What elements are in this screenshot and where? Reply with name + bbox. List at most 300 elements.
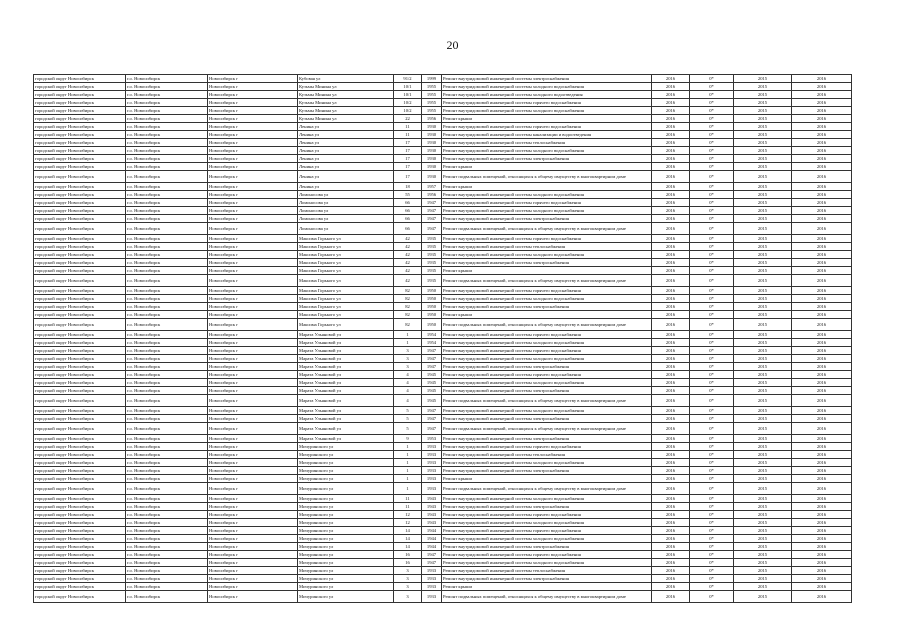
end-year-cell: 2016 — [792, 435, 852, 443]
district-cell: г.о. Новосибирск — [126, 567, 208, 575]
start-year-cell: 2015 — [734, 435, 792, 443]
work-type-cell: Ремонт внутридомовой инженерной системы холодного водоснабжения — [442, 559, 652, 567]
city-cell: Новосибирск г — [208, 407, 298, 415]
start-year-cell: 2015 — [734, 495, 792, 503]
cost-cell: 0* — [690, 331, 734, 339]
cost-cell: 0* — [690, 259, 734, 267]
table-row — [34, 155, 852, 163]
plan-year-cell: 2016 — [652, 567, 690, 575]
work-type-cell: Ремонт внутридомовой инженерной системы горячего водоснабжения — [442, 199, 652, 207]
end-year-cell: 2016 — [792, 319, 852, 331]
end-year-cell: 2016 — [792, 583, 852, 591]
table-row — [34, 331, 852, 339]
city-cell: Новосибирск г — [208, 519, 298, 527]
municipality-cell: городской округ Новосибирск — [34, 139, 126, 147]
city-cell: Новосибирск г — [208, 91, 298, 99]
city-cell: Новосибирск г — [208, 99, 298, 107]
cost-cell: 0* — [690, 251, 734, 259]
work-type-cell: Ремонт внутридомовой инженерной системы горячего водоснабжения — [442, 331, 652, 339]
district-cell: г.о. Новосибирск — [126, 311, 208, 319]
plan-year-cell: 2016 — [652, 131, 690, 139]
start-year-cell: 2015 — [734, 91, 792, 99]
district-cell: г.о. Новосибирск — [126, 543, 208, 551]
municipality-cell: городской округ Новосибирск — [34, 483, 126, 495]
cost-cell: 0* — [690, 387, 734, 395]
work-type-cell: Ремонт подвальных помещений, относящихся к общему имуществу в многоквартирном доме — [442, 275, 652, 287]
district-cell: г.о. Новосибирск — [126, 83, 208, 91]
house-cell: 12 — [394, 519, 422, 527]
start-year-cell: 2015 — [734, 207, 792, 215]
city-cell: Новосибирск г — [208, 395, 298, 407]
start-year-cell: 2015 — [734, 243, 792, 251]
work-type-cell: Ремонт подвальных помещений, относящихся к общему имуществу в многоквартирном доме — [442, 395, 652, 407]
work-type-cell: Ремонт внутридомовой инженерной системы электроснабжения — [442, 543, 652, 551]
street-cell: Ломоносова ул — [298, 223, 394, 235]
city-cell: Новосибирск г — [208, 207, 298, 215]
cost-cell: 0* — [690, 183, 734, 191]
plan-year-cell: 2016 — [652, 503, 690, 511]
table-row — [34, 355, 852, 363]
cost-cell: 0* — [690, 75, 734, 83]
cost-cell: 0* — [690, 559, 734, 567]
cost-cell: 0* — [690, 543, 734, 551]
end-year-cell: 2016 — [792, 443, 852, 451]
end-year-cell: 2016 — [792, 423, 852, 435]
year-built-cell: 1950 — [422, 311, 442, 319]
street-cell: Кузьмы Минина ул — [298, 99, 394, 107]
municipality-cell: городской округ Новосибирск — [34, 259, 126, 267]
end-year-cell: 2016 — [792, 567, 852, 575]
table-row — [34, 215, 852, 223]
district-cell: г.о. Новосибирск — [126, 527, 208, 535]
city-cell: Новосибирск г — [208, 319, 298, 331]
year-built-cell: 1930 — [422, 171, 442, 183]
street-cell: Марата Ульяновой ул — [298, 407, 394, 415]
end-year-cell: 2016 — [792, 355, 852, 363]
district-cell: г.о. Новосибирск — [126, 147, 208, 155]
house-cell: 66 — [394, 215, 422, 223]
street-cell: Мичуринского ул — [298, 459, 394, 467]
table-row — [34, 235, 852, 243]
plan-year-cell: 2016 — [652, 363, 690, 371]
end-year-cell: 2016 — [792, 295, 852, 303]
year-built-cell: 1950 — [422, 287, 442, 295]
start-year-cell: 2015 — [734, 591, 792, 603]
municipality-cell: городской округ Новосибирск — [34, 459, 126, 467]
start-year-cell: 2015 — [734, 171, 792, 183]
table-row — [34, 123, 852, 131]
street-cell: Мичуринского ул — [298, 503, 394, 511]
table-row — [34, 495, 852, 503]
cost-cell: 0* — [690, 467, 734, 475]
cost-cell: 0* — [690, 287, 734, 295]
district-cell: г.о. Новосибирск — [126, 591, 208, 603]
municipality-cell: городской округ Новосибирск — [34, 363, 126, 371]
plan-year-cell: 2016 — [652, 339, 690, 347]
street-cell: Мичуринского ул — [298, 567, 394, 575]
street-cell: Ленина ул — [298, 147, 394, 155]
house-cell: 3 — [394, 347, 422, 355]
year-built-cell: 1930 — [422, 123, 442, 131]
city-cell: Новосибирск г — [208, 339, 298, 347]
plan-year-cell: 2016 — [652, 139, 690, 147]
table-row — [34, 259, 852, 267]
municipality-cell: городской округ Новосибирск — [34, 171, 126, 183]
end-year-cell: 2016 — [792, 207, 852, 215]
year-built-cell: 1935 — [422, 267, 442, 275]
house-cell: 16 — [394, 551, 422, 559]
table-row — [34, 183, 852, 191]
work-type-cell: Ремонт внутридомовой инженерной системы горячего водоснабжения — [442, 551, 652, 559]
house-cell: 3 — [394, 355, 422, 363]
end-year-cell: 2016 — [792, 415, 852, 423]
plan-year-cell: 2016 — [652, 443, 690, 451]
year-built-cell: 1944 — [422, 527, 442, 535]
house-cell: 4 — [394, 371, 422, 379]
end-year-cell: 2016 — [792, 543, 852, 551]
municipality-cell: городской округ Новосибирск — [34, 495, 126, 503]
municipality-cell: городской округ Новосибирск — [34, 207, 126, 215]
district-cell: г.о. Новосибирск — [126, 435, 208, 443]
street-cell: Мичуринского ул — [298, 443, 394, 451]
district-cell: г.о. Новосибирск — [126, 155, 208, 163]
plan-year-cell: 2016 — [652, 543, 690, 551]
municipality-cell: городской округ Новосибирск — [34, 551, 126, 559]
start-year-cell: 2015 — [734, 259, 792, 267]
cost-cell: 0* — [690, 147, 734, 155]
start-year-cell: 2015 — [734, 163, 792, 171]
year-built-cell: 1954 — [422, 339, 442, 347]
year-built-cell: 1950 — [422, 319, 442, 331]
cost-cell: 0* — [690, 371, 734, 379]
house-cell: 42 — [394, 275, 422, 287]
work-type-cell: Ремонт внутридомовой инженерной системы электроснабжения — [442, 503, 652, 511]
work-type-cell: Ремонт внутридомовой инженерной системы горячего водоснабжения — [442, 527, 652, 535]
start-year-cell: 2015 — [734, 183, 792, 191]
end-year-cell: 2016 — [792, 451, 852, 459]
city-cell: Новосибирск г — [208, 355, 298, 363]
plan-year-cell: 2016 — [652, 371, 690, 379]
street-cell: Мичуринского ул — [298, 511, 394, 519]
plan-year-cell: 2016 — [652, 91, 690, 99]
start-year-cell: 2015 — [734, 303, 792, 311]
municipality-cell: городской округ Новосибирск — [34, 123, 126, 131]
table-row — [34, 459, 852, 467]
table-row — [34, 503, 852, 511]
work-type-cell: Ремонт внутридомовой инженерной системы горячего водоснабжения — [442, 443, 652, 451]
municipality-cell: городской округ Новосибирск — [34, 423, 126, 435]
year-built-cell: 1945 — [422, 395, 442, 407]
district-cell: г.о. Новосибирск — [126, 535, 208, 543]
plan-year-cell: 2016 — [652, 379, 690, 387]
year-built-cell: 1945 — [422, 379, 442, 387]
municipality-cell: городской округ Новосибирск — [34, 163, 126, 171]
district-cell: г.о. Новосибирск — [126, 275, 208, 287]
work-type-cell: Ремонт внутридомовой инженерной системы электроснабжения — [442, 155, 652, 163]
municipality-cell: городской округ Новосибирск — [34, 147, 126, 155]
table-row — [34, 551, 852, 559]
cost-cell: 0* — [690, 551, 734, 559]
end-year-cell: 2016 — [792, 395, 852, 407]
house-cell: 1 — [394, 331, 422, 339]
street-cell: Ленина ул — [298, 139, 394, 147]
city-cell: Новосибирск г — [208, 503, 298, 511]
municipality-cell: городской округ Новосибирск — [34, 527, 126, 535]
start-year-cell: 2015 — [734, 423, 792, 435]
year-built-cell: 1955 — [422, 91, 442, 99]
municipality-cell: городской округ Новосибирск — [34, 91, 126, 99]
start-year-cell: 2015 — [734, 131, 792, 139]
work-type-cell: Ремонт крыши — [442, 115, 652, 123]
table-row — [34, 387, 852, 395]
house-cell: 12 — [394, 511, 422, 519]
table-row — [34, 83, 852, 91]
plan-year-cell: 2016 — [652, 243, 690, 251]
municipality-cell: городской округ Новосибирск — [34, 251, 126, 259]
district-cell: г.о. Новосибирск — [126, 99, 208, 107]
house-cell: 14 — [394, 527, 422, 535]
start-year-cell: 2015 — [734, 191, 792, 199]
table-row — [34, 131, 852, 139]
district-cell: г.о. Новосибирск — [126, 235, 208, 243]
house-cell: 3 — [394, 583, 422, 591]
house-cell: 18 — [394, 183, 422, 191]
house-cell: 82 — [394, 287, 422, 295]
municipality-cell: городской округ Новосибирск — [34, 131, 126, 139]
street-cell: Мичуринского ул — [298, 543, 394, 551]
city-cell: Новосибирск г — [208, 275, 298, 287]
work-type-cell: Ремонт внутридомовой инженерной системы теплоснабжения — [442, 451, 652, 459]
plan-year-cell: 2016 — [652, 83, 690, 91]
end-year-cell: 2016 — [792, 267, 852, 275]
cost-cell: 0* — [690, 503, 734, 511]
house-cell: 14 — [394, 535, 422, 543]
cost-cell: 0* — [690, 267, 734, 275]
work-type-cell: Ремонт внутридомовой инженерной системы холодного водоснабжения — [442, 191, 652, 199]
work-type-cell: Ремонт внутридомовой инженерной системы теплоснабжения — [442, 139, 652, 147]
house-cell: 14 — [394, 543, 422, 551]
table-row — [34, 559, 852, 567]
street-cell: Ленина ул — [298, 123, 394, 131]
district-cell: г.о. Новосибирск — [126, 451, 208, 459]
district-cell: г.о. Новосибирск — [126, 123, 208, 131]
city-cell: Новосибирск г — [208, 459, 298, 467]
street-cell: Ленина ул — [298, 131, 394, 139]
start-year-cell: 2015 — [734, 511, 792, 519]
cost-cell: 0* — [690, 199, 734, 207]
city-cell: Новосибирск г — [208, 495, 298, 503]
start-year-cell: 2015 — [734, 319, 792, 331]
municipality-cell: городской округ Новосибирск — [34, 331, 126, 339]
municipality-cell: городской округ Новосибирск — [34, 559, 126, 567]
street-cell: Мичуринского ул — [298, 519, 394, 527]
district-cell: г.о. Новосибирск — [126, 139, 208, 147]
year-built-cell: 1930 — [422, 163, 442, 171]
repair-schedule-table — [33, 74, 852, 603]
year-built-cell: 1943 — [422, 503, 442, 511]
street-cell: Марата Ульяновой ул — [298, 339, 394, 347]
end-year-cell: 2016 — [792, 235, 852, 243]
year-built-cell: 1954 — [422, 331, 442, 339]
district-cell: г.о. Новосибирск — [126, 551, 208, 559]
table-row — [34, 519, 852, 527]
work-type-cell: Ремонт внутридомовой инженерной системы холодного водоснабжения — [442, 379, 652, 387]
municipality-cell: городской округ Новосибирск — [34, 387, 126, 395]
municipality-cell: городской округ Новосибирск — [34, 395, 126, 407]
plan-year-cell: 2016 — [652, 467, 690, 475]
work-type-cell: Ремонт подвальных помещений, относящихся к общему имуществу в многоквартирном доме — [442, 319, 652, 331]
plan-year-cell: 2016 — [652, 355, 690, 363]
work-type-cell: Ремонт внутридомовой инженерной системы горячего водоснабжения — [442, 123, 652, 131]
year-built-cell: 1999 — [422, 75, 442, 83]
municipality-cell: городской округ Новосибирск — [34, 115, 126, 123]
year-built-cell: 1950 — [422, 303, 442, 311]
work-type-cell: Ремонт внутридомовой инженерной системы электроснабжения — [442, 215, 652, 223]
start-year-cell: 2015 — [734, 123, 792, 131]
cost-cell: 0* — [690, 567, 734, 575]
street-cell: Мичуринского ул — [298, 451, 394, 459]
cost-cell: 0* — [690, 355, 734, 363]
house-cell: 11 — [394, 503, 422, 511]
end-year-cell: 2016 — [792, 519, 852, 527]
cost-cell: 0* — [690, 347, 734, 355]
district-cell: г.о. Новосибирск — [126, 107, 208, 115]
table-row — [34, 267, 852, 275]
city-cell: Новосибирск г — [208, 567, 298, 575]
table-row — [34, 347, 852, 355]
year-built-cell: 1950 — [422, 295, 442, 303]
house-cell: 17 — [394, 155, 422, 163]
work-type-cell: Ремонт внутридомовой инженерной системы холодного водоснабжения — [442, 339, 652, 347]
cost-cell: 0* — [690, 475, 734, 483]
year-built-cell: 1945 — [422, 387, 442, 395]
table-row — [34, 275, 852, 287]
district-cell: г.о. Новосибирск — [126, 259, 208, 267]
city-cell: Новосибирск г — [208, 451, 298, 459]
municipality-cell: городской округ Новосибирск — [34, 347, 126, 355]
street-cell: Максима Горького ул — [298, 267, 394, 275]
year-built-cell: 1947 — [422, 215, 442, 223]
work-type-cell: Ремонт внутридомовой инженерной системы холодного водоснабжения — [442, 459, 652, 467]
municipality-cell: городской округ Новосибирск — [34, 407, 126, 415]
end-year-cell: 2016 — [792, 575, 852, 583]
street-cell: Марата Ульяновой ул — [298, 355, 394, 363]
house-cell: 5 — [394, 415, 422, 423]
start-year-cell: 2015 — [734, 559, 792, 567]
table-row — [34, 435, 852, 443]
start-year-cell: 2015 — [734, 583, 792, 591]
table-row — [34, 443, 852, 451]
house-cell: 9 — [394, 435, 422, 443]
end-year-cell: 2016 — [792, 163, 852, 171]
cost-cell: 0* — [690, 443, 734, 451]
work-type-cell: Ремонт внутридомовой инженерной системы электроснабжения — [442, 435, 652, 443]
plan-year-cell: 2016 — [652, 527, 690, 535]
year-built-cell: 1947 — [422, 347, 442, 355]
municipality-cell: городской округ Новосибирск — [34, 339, 126, 347]
end-year-cell: 2016 — [792, 503, 852, 511]
street-cell: Мичуринского ул — [298, 475, 394, 483]
table-row — [34, 251, 852, 259]
plan-year-cell: 2016 — [652, 495, 690, 503]
plan-year-cell: 2016 — [652, 171, 690, 183]
table-row — [34, 311, 852, 319]
end-year-cell: 2016 — [792, 559, 852, 567]
year-built-cell: 1943 — [422, 495, 442, 503]
plan-year-cell: 2016 — [652, 423, 690, 435]
start-year-cell: 2015 — [734, 527, 792, 535]
city-cell: Новосибирск г — [208, 303, 298, 311]
street-cell: Мичуринского ул — [298, 527, 394, 535]
plan-year-cell: 2016 — [652, 75, 690, 83]
cost-cell: 0* — [690, 91, 734, 99]
city-cell: Новосибирск г — [208, 559, 298, 567]
cost-cell: 0* — [690, 311, 734, 319]
house-cell: 42 — [394, 267, 422, 275]
table-row — [34, 139, 852, 147]
end-year-cell: 2016 — [792, 379, 852, 387]
street-cell: Максима Горького ул — [298, 303, 394, 311]
street-cell: Кузьмы Минина ул — [298, 91, 394, 99]
district-cell: г.о. Новосибирск — [126, 467, 208, 475]
municipality-cell: городской округ Новосибирск — [34, 475, 126, 483]
city-cell: Новосибирск г — [208, 171, 298, 183]
district-cell: г.о. Новосибирск — [126, 423, 208, 435]
end-year-cell: 2016 — [792, 107, 852, 115]
district-cell: г.о. Новосибирск — [126, 363, 208, 371]
start-year-cell: 2015 — [734, 451, 792, 459]
house-cell: 10/2 — [394, 99, 422, 107]
city-cell: Новосибирск г — [208, 183, 298, 191]
city-cell: Новосибирск г — [208, 107, 298, 115]
table-row — [34, 303, 852, 311]
table-row — [34, 339, 852, 347]
table-row — [34, 75, 852, 83]
work-type-cell: Ремонт внутридомовой инженерной системы электроснабжения — [442, 467, 652, 475]
street-cell: Марата Ульяновой ул — [298, 415, 394, 423]
table-row — [34, 407, 852, 415]
table-row — [34, 451, 852, 459]
house-cell: 1 — [394, 483, 422, 495]
year-built-cell: 1933 — [422, 467, 442, 475]
street-cell: Кубовая ул — [298, 75, 394, 83]
year-built-cell: 1944 — [422, 543, 442, 551]
start-year-cell: 2015 — [734, 371, 792, 379]
house-cell: 66 — [394, 207, 422, 215]
work-type-cell: Ремонт внутридомовой инженерной системы горячего водоснабжения — [442, 99, 652, 107]
street-cell: Марата Ульяновой ул — [298, 387, 394, 395]
city-cell: Новосибирск г — [208, 131, 298, 139]
municipality-cell: городской округ Новосибирск — [34, 243, 126, 251]
start-year-cell: 2015 — [734, 407, 792, 415]
district-cell: г.о. Новосибирск — [126, 583, 208, 591]
district-cell: г.о. Новосибирск — [126, 495, 208, 503]
work-type-cell: Ремонт внутридомовой инженерной системы холодного водоснабжения — [442, 207, 652, 215]
street-cell: Марата Ульяновой ул — [298, 347, 394, 355]
street-cell: Мичуринского ул — [298, 551, 394, 559]
street-cell: Марата Ульяновой ул — [298, 363, 394, 371]
plan-year-cell: 2016 — [652, 519, 690, 527]
city-cell: Новосибирск г — [208, 543, 298, 551]
end-year-cell: 2016 — [792, 511, 852, 519]
house-cell: 3 — [394, 363, 422, 371]
street-cell: Ломоносова ул — [298, 215, 394, 223]
start-year-cell: 2015 — [734, 443, 792, 451]
year-built-cell: 1930 — [422, 131, 442, 139]
table-row — [34, 287, 852, 295]
year-built-cell: 1956 — [422, 191, 442, 199]
street-cell: Ломоносова ул — [298, 199, 394, 207]
